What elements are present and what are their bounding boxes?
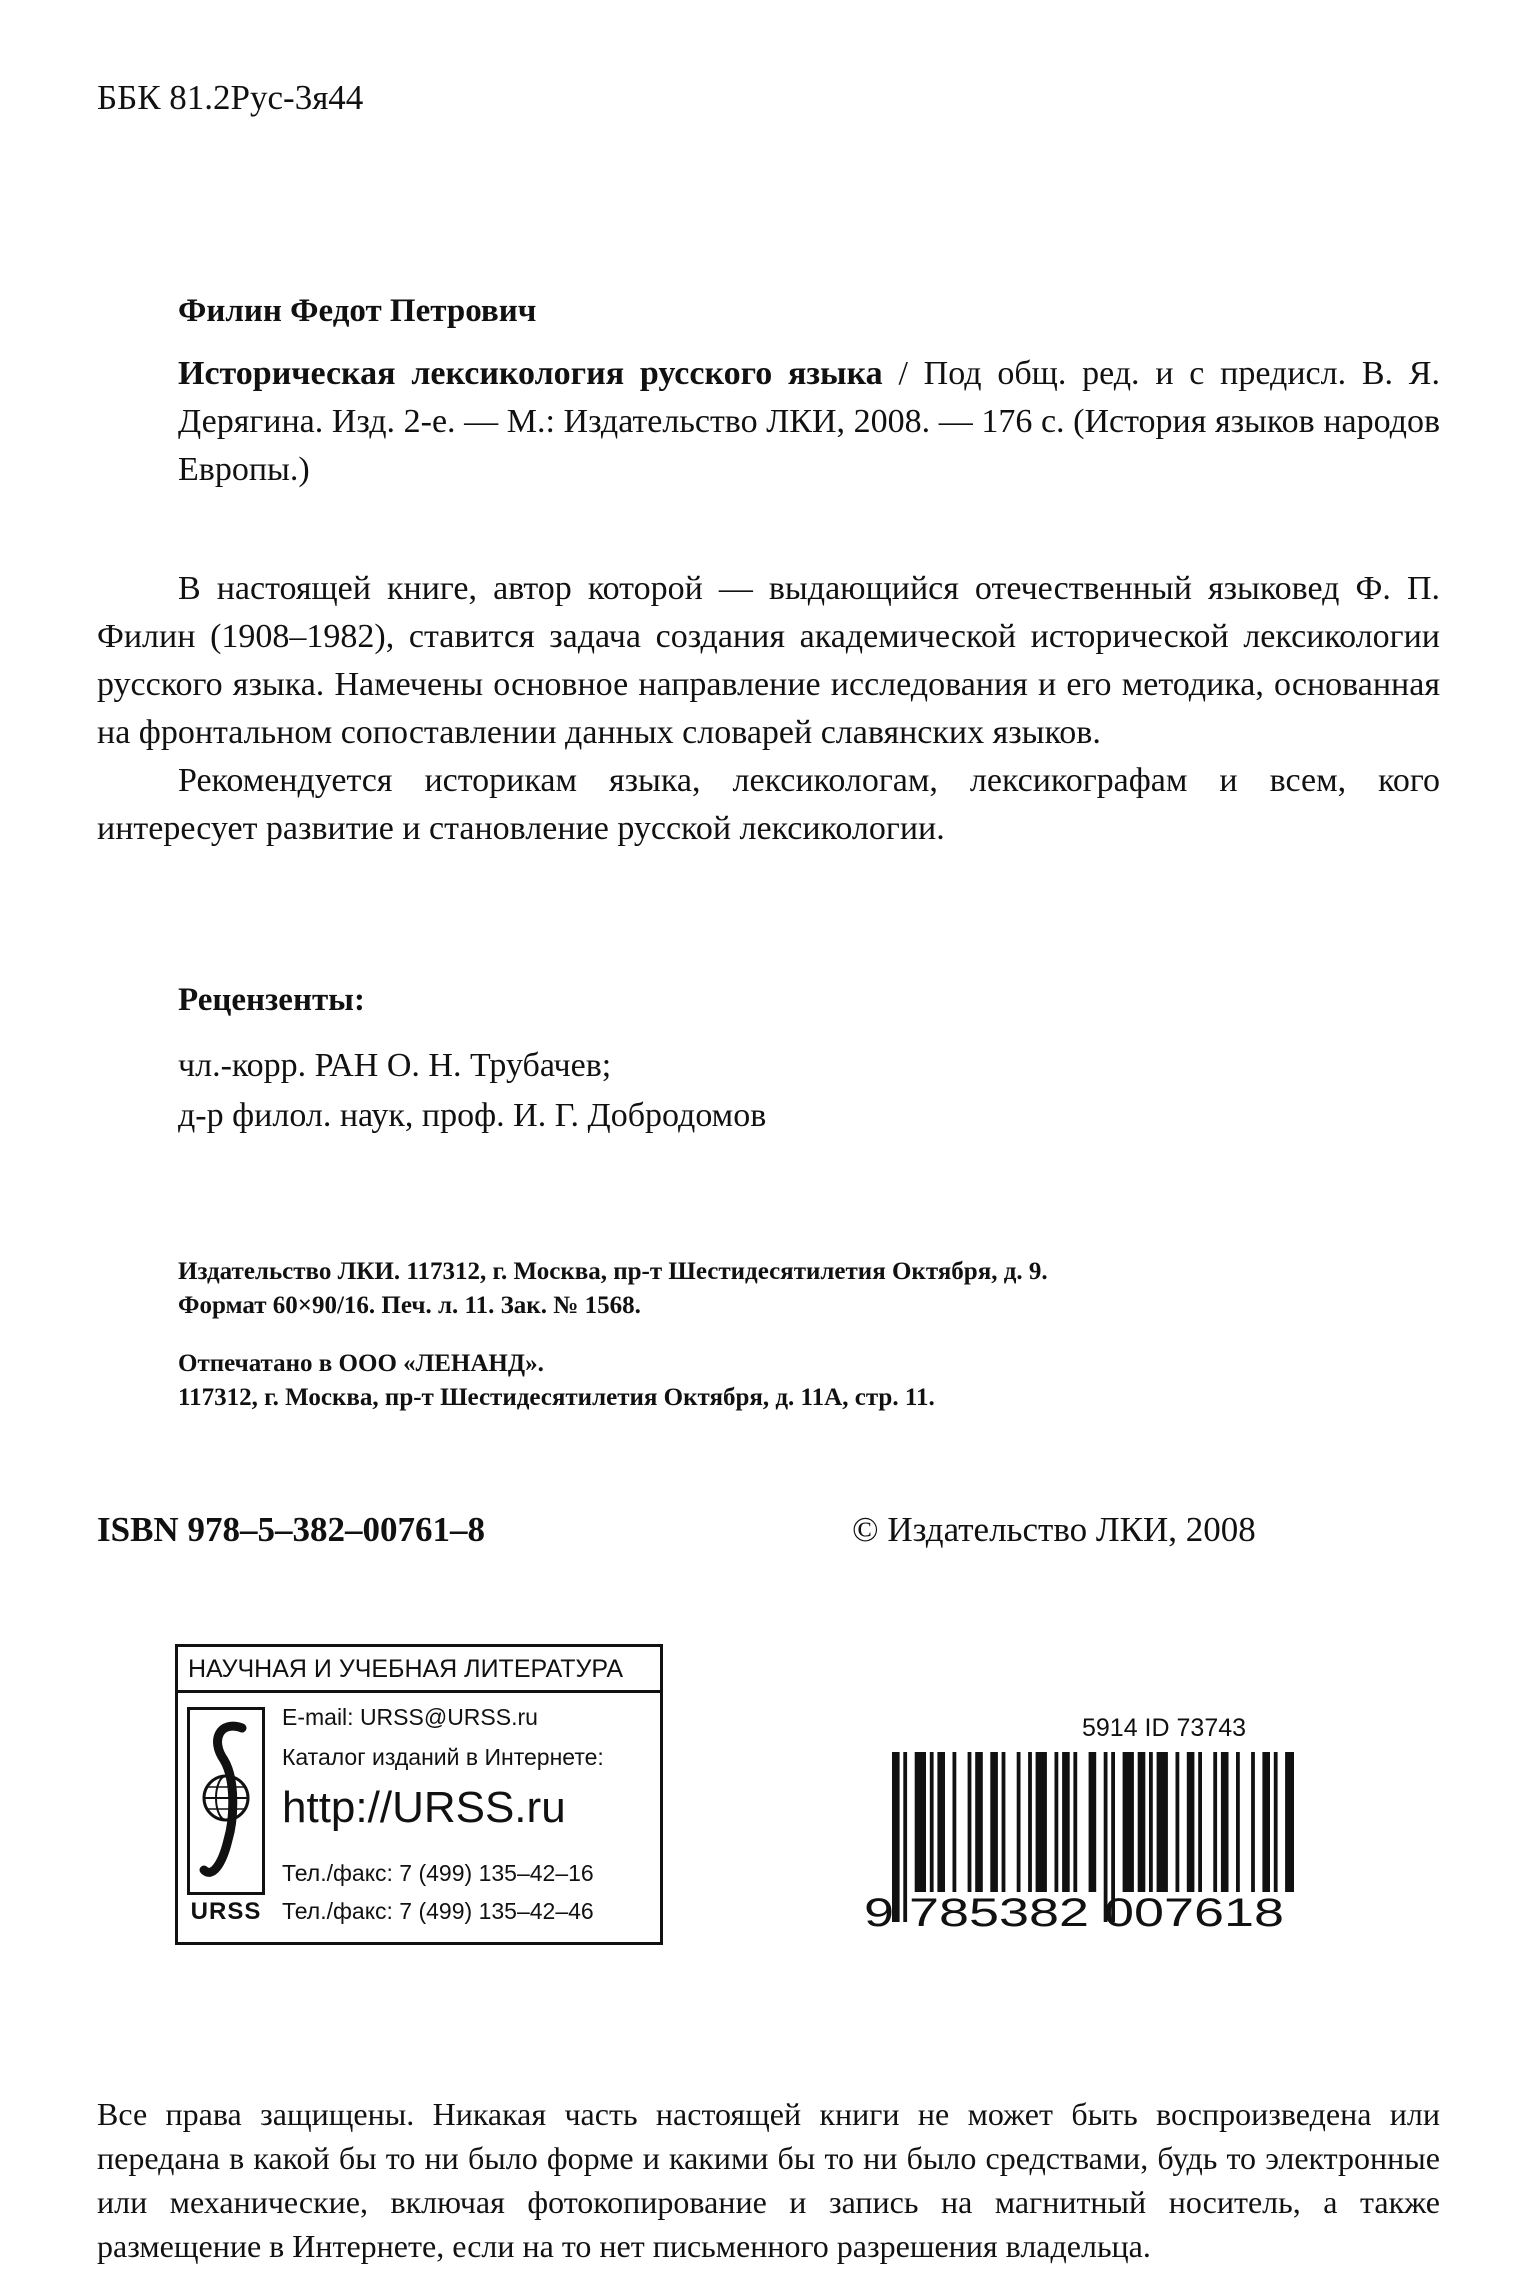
summary-paragraph: В настоящей книге, автор которой — выдающийся отечественный языковед Ф. П. Филин (1908–1982), ставится задача создания академической исторической лексикологии русского языка. Намечены основное направление исследования и его методика, основанная на фронтальном сопоставлении данных словарей славянских языков. [97,570,1440,751]
barcode-id: 5914 ID 73743 [1082,1714,1247,1742]
barcode-bar [930,1752,934,1892]
isbn-barcode [864,1752,1294,1937]
barcode-bar [1187,1752,1195,1892]
reviewers-title: Рецензенты: [178,982,365,1018]
barcode-bar [1028,1752,1032,1892]
book-summary [97,565,1440,853]
reviewer-line: д-р филол. наук, проф. И. Г. Добродомов [178,1097,767,1134]
barcode-bar [1198,1752,1202,1892]
bbk-code: ББК 81.2Рус-3я44 [97,78,364,117]
barcode-bar [1055,1752,1059,1892]
barcode-bar [1036,1752,1047,1892]
barcode-bar [975,1752,983,1892]
barcode-bar [968,1752,972,1892]
barcode-bar [915,1752,926,1892]
urss-logo-label: URSS [190,1898,262,1925]
barcode-bar [1285,1752,1294,1892]
isbn: ISBN 978–5–382–00761–8 [97,1510,485,1549]
book-title: Историческая лексикология русского языка [178,355,883,392]
imprint-line: 117312, г. Москва, пр-т Шестидесятилетия Октября, д. 11А, стр. 11. [178,1384,935,1411]
barcode-bar [1213,1752,1217,1892]
imprint-line: Отпечатано в ООО «ЛЕНАНД». [178,1350,544,1377]
barcode-bar [1262,1752,1270,1892]
barcode-bar [937,1752,945,1892]
barcode-bar [1138,1752,1146,1892]
printer-imprint [178,1347,935,1415]
bibliographic-details: / Под общ. ред. и с предисл. В. Я. Дерягина. Изд. 2-е. — М.: Издательство ЛКИ, 2008. — 176 с. (История языков народов Европы.) [178,355,1440,488]
rights-notice: Все права защищены. Никакая часть настоящей книги не может быть воспроизведена или передана в какой бы то ни было форме и какими бы то ни было средствами, будь то электронные или механические, включая фотокопирование и запись на магнитный носитель, а также размещение в Интернете, если на то нет письменного разрешения владельца. [97,2096,1440,2264]
globe-s-icon [190,1710,262,1892]
urss-phone: Тел./факс: 7 (499) 135–42–16 [282,1860,594,1886]
urss-header: НАУЧНАЯ И УЧЕБНАЯ ЛИТЕРАТУРА [178,1647,660,1693]
urss-catalog: Каталог изданий в Интернете: [282,1744,604,1770]
barcode-bar [953,1752,957,1892]
barcode-digits: 9 785382 007618 [864,1891,1284,1932]
reviewer-line: чл.-корр. РАН О. Н. Трубачев; [178,1047,612,1084]
urss-publisher-box [175,1644,663,1945]
urss-phone: Тел./факс: 7 (499) 135–42–46 [282,1898,594,1924]
author-name: Филин Федот Петрович [178,293,537,329]
barcode-bar [1176,1752,1180,1892]
barcode-bar [1149,1752,1153,1892]
barcode-bar [1073,1752,1077,1892]
copyright: © Издательство ЛКИ, 2008 [852,1510,1256,1549]
urss-logo [187,1707,265,1895]
bibliographic-record [178,350,1440,494]
barcode-bar [1157,1752,1168,1892]
barcode-bar [1002,1752,1006,1892]
imprint-line: Формат 60×90/16. Печ. л. 11. Зак. № 1568. [178,1292,641,1319]
barcode-bar [1017,1752,1021,1892]
barcode-bar [1236,1752,1240,1892]
urss-email: E-mail: URSS@URSS.ru [282,1704,538,1730]
barcode-bar [1274,1752,1278,1892]
barcode-bar [1089,1752,1097,1892]
barcode-bar [990,1752,998,1892]
summary-paragraph: Рекомендуется историкам языка, лексикологам, лексикографам и всем, кого интересует развитие и становление русской лексикологии. [97,762,1440,847]
barcode-bar [1221,1752,1229,1892]
urss-url: http://URSS.ru [282,1783,566,1832]
barcode-bar [1123,1752,1134,1892]
imprint-line: Издательство ЛКИ. 117312, г. Москва, пр-т Шестидесятилетия Октября, д. 9. [178,1258,1048,1285]
barcode-bar [1251,1752,1255,1892]
publisher-imprint [178,1255,1048,1323]
barcode-bar [1062,1752,1070,1892]
barcode-graphic [864,1752,1294,1932]
